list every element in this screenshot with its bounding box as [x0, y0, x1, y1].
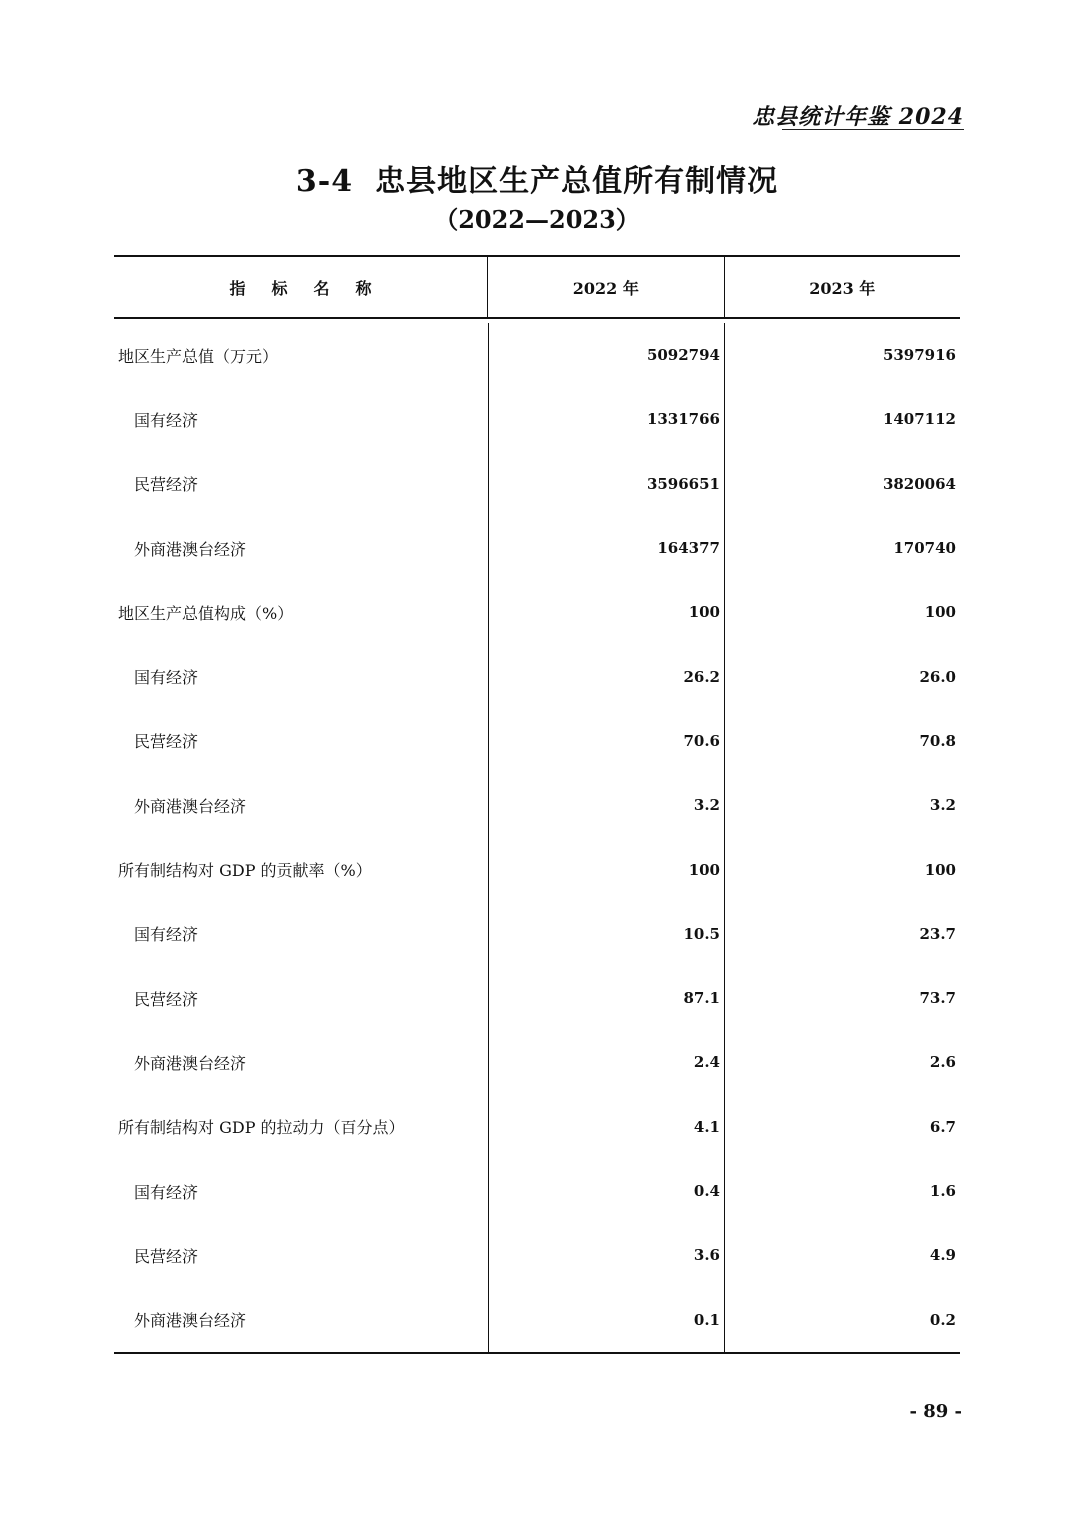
- row-label: 民营经济: [134, 475, 199, 495]
- table-row: [114, 773, 960, 837]
- table-row: [114, 837, 960, 901]
- table-row: [114, 709, 960, 773]
- value-2023: 26.0: [724, 644, 960, 708]
- running-head: 忠县统计年鉴 2024: [752, 104, 964, 130]
- value-2022: 3596651: [488, 452, 724, 516]
- statistics-table: [114, 255, 960, 1354]
- value-2022: 1331766: [488, 387, 724, 451]
- value-2023: 23.7: [724, 902, 960, 966]
- header-name: 指标名称: [229, 278, 398, 298]
- table-row: [114, 966, 960, 1030]
- value-2022: 10.5: [488, 902, 724, 966]
- row-label: 地区生产总值（万元）: [118, 346, 279, 366]
- value-2023: 100: [724, 837, 960, 901]
- row-label: 外商港澳台经济: [134, 1311, 247, 1331]
- header-2022: 2022 年: [487, 257, 723, 317]
- page-number: - 89 -: [909, 1401, 962, 1422]
- value-2022: 87.1: [488, 966, 724, 1030]
- row-label: 所有制结构对 GDP 的贡献率（%）: [118, 861, 372, 881]
- value-2023: 1.6: [724, 1159, 960, 1223]
- value-2022: 0.4: [488, 1159, 724, 1223]
- page-title: [0, 156, 1074, 200]
- table-row: [114, 902, 960, 966]
- row-label: 民营经济: [134, 989, 199, 1009]
- table-row: [114, 580, 960, 644]
- value-2023: 6.7: [724, 1095, 960, 1159]
- value-2022: 3.2: [488, 773, 724, 837]
- running-head-rule: [782, 129, 964, 130]
- header-2023: 2023 年: [724, 257, 960, 317]
- value-2022: 70.6: [488, 709, 724, 773]
- row-label: 国有经济: [134, 410, 199, 430]
- row-label: 外商港澳台经济: [134, 1053, 247, 1073]
- table-row: [114, 1159, 960, 1223]
- value-2023: 4.9: [724, 1223, 960, 1287]
- table-row: [114, 323, 960, 387]
- value-2023: 3820064: [724, 452, 960, 516]
- row-label: 外商港澳台经济: [134, 539, 247, 559]
- value-2023: 73.7: [724, 966, 960, 1030]
- page-subtitle: （2022—2023）: [434, 205, 640, 234]
- row-label: 国有经济: [134, 668, 199, 688]
- value-2022: 100: [488, 580, 724, 644]
- row-label: 外商港澳台经济: [134, 796, 247, 816]
- value-2022: 26.2: [488, 644, 724, 708]
- value-2023: 70.8: [724, 709, 960, 773]
- value-2022: 4.1: [488, 1095, 724, 1159]
- row-label: 民营经济: [134, 1246, 199, 1266]
- value-2022: 3.6: [488, 1223, 724, 1287]
- table-title-text: 忠县地区生产总值所有制情况: [375, 164, 779, 199]
- value-2022: 2.4: [488, 1030, 724, 1094]
- value-2023: 0.2: [724, 1287, 960, 1351]
- table-row: [114, 1223, 960, 1287]
- row-label: 所有制结构对 GDP 的拉动力（百分点）: [118, 1118, 405, 1138]
- table-header: [114, 257, 960, 319]
- table-row: [114, 1095, 960, 1159]
- row-label: 民营经济: [134, 732, 199, 752]
- value-2023: 2.6: [724, 1030, 960, 1094]
- value-2023: 100: [724, 580, 960, 644]
- table-number: 3-4: [295, 164, 354, 199]
- value-2022: 164377: [488, 516, 724, 580]
- value-2023: 5397916: [724, 323, 960, 387]
- value-2023: 170740: [724, 516, 960, 580]
- table-row: [114, 516, 960, 580]
- value-2023: 1407112: [724, 387, 960, 451]
- value-2023: 3.2: [724, 773, 960, 837]
- table-row: [114, 387, 960, 451]
- table-row: [114, 644, 960, 708]
- table-row: [114, 452, 960, 516]
- row-label: 国有经济: [134, 925, 199, 945]
- row-label: 国有经济: [134, 1182, 199, 1202]
- table-body: [114, 319, 960, 1352]
- table-row: [114, 1287, 960, 1351]
- value-2022: 5092794: [488, 323, 724, 387]
- row-label: 地区生产总值构成（%）: [118, 603, 294, 623]
- value-2022: 100: [488, 837, 724, 901]
- value-2022: 0.1: [488, 1287, 724, 1351]
- table-row: [114, 1030, 960, 1094]
- header-name-cell: [114, 257, 487, 317]
